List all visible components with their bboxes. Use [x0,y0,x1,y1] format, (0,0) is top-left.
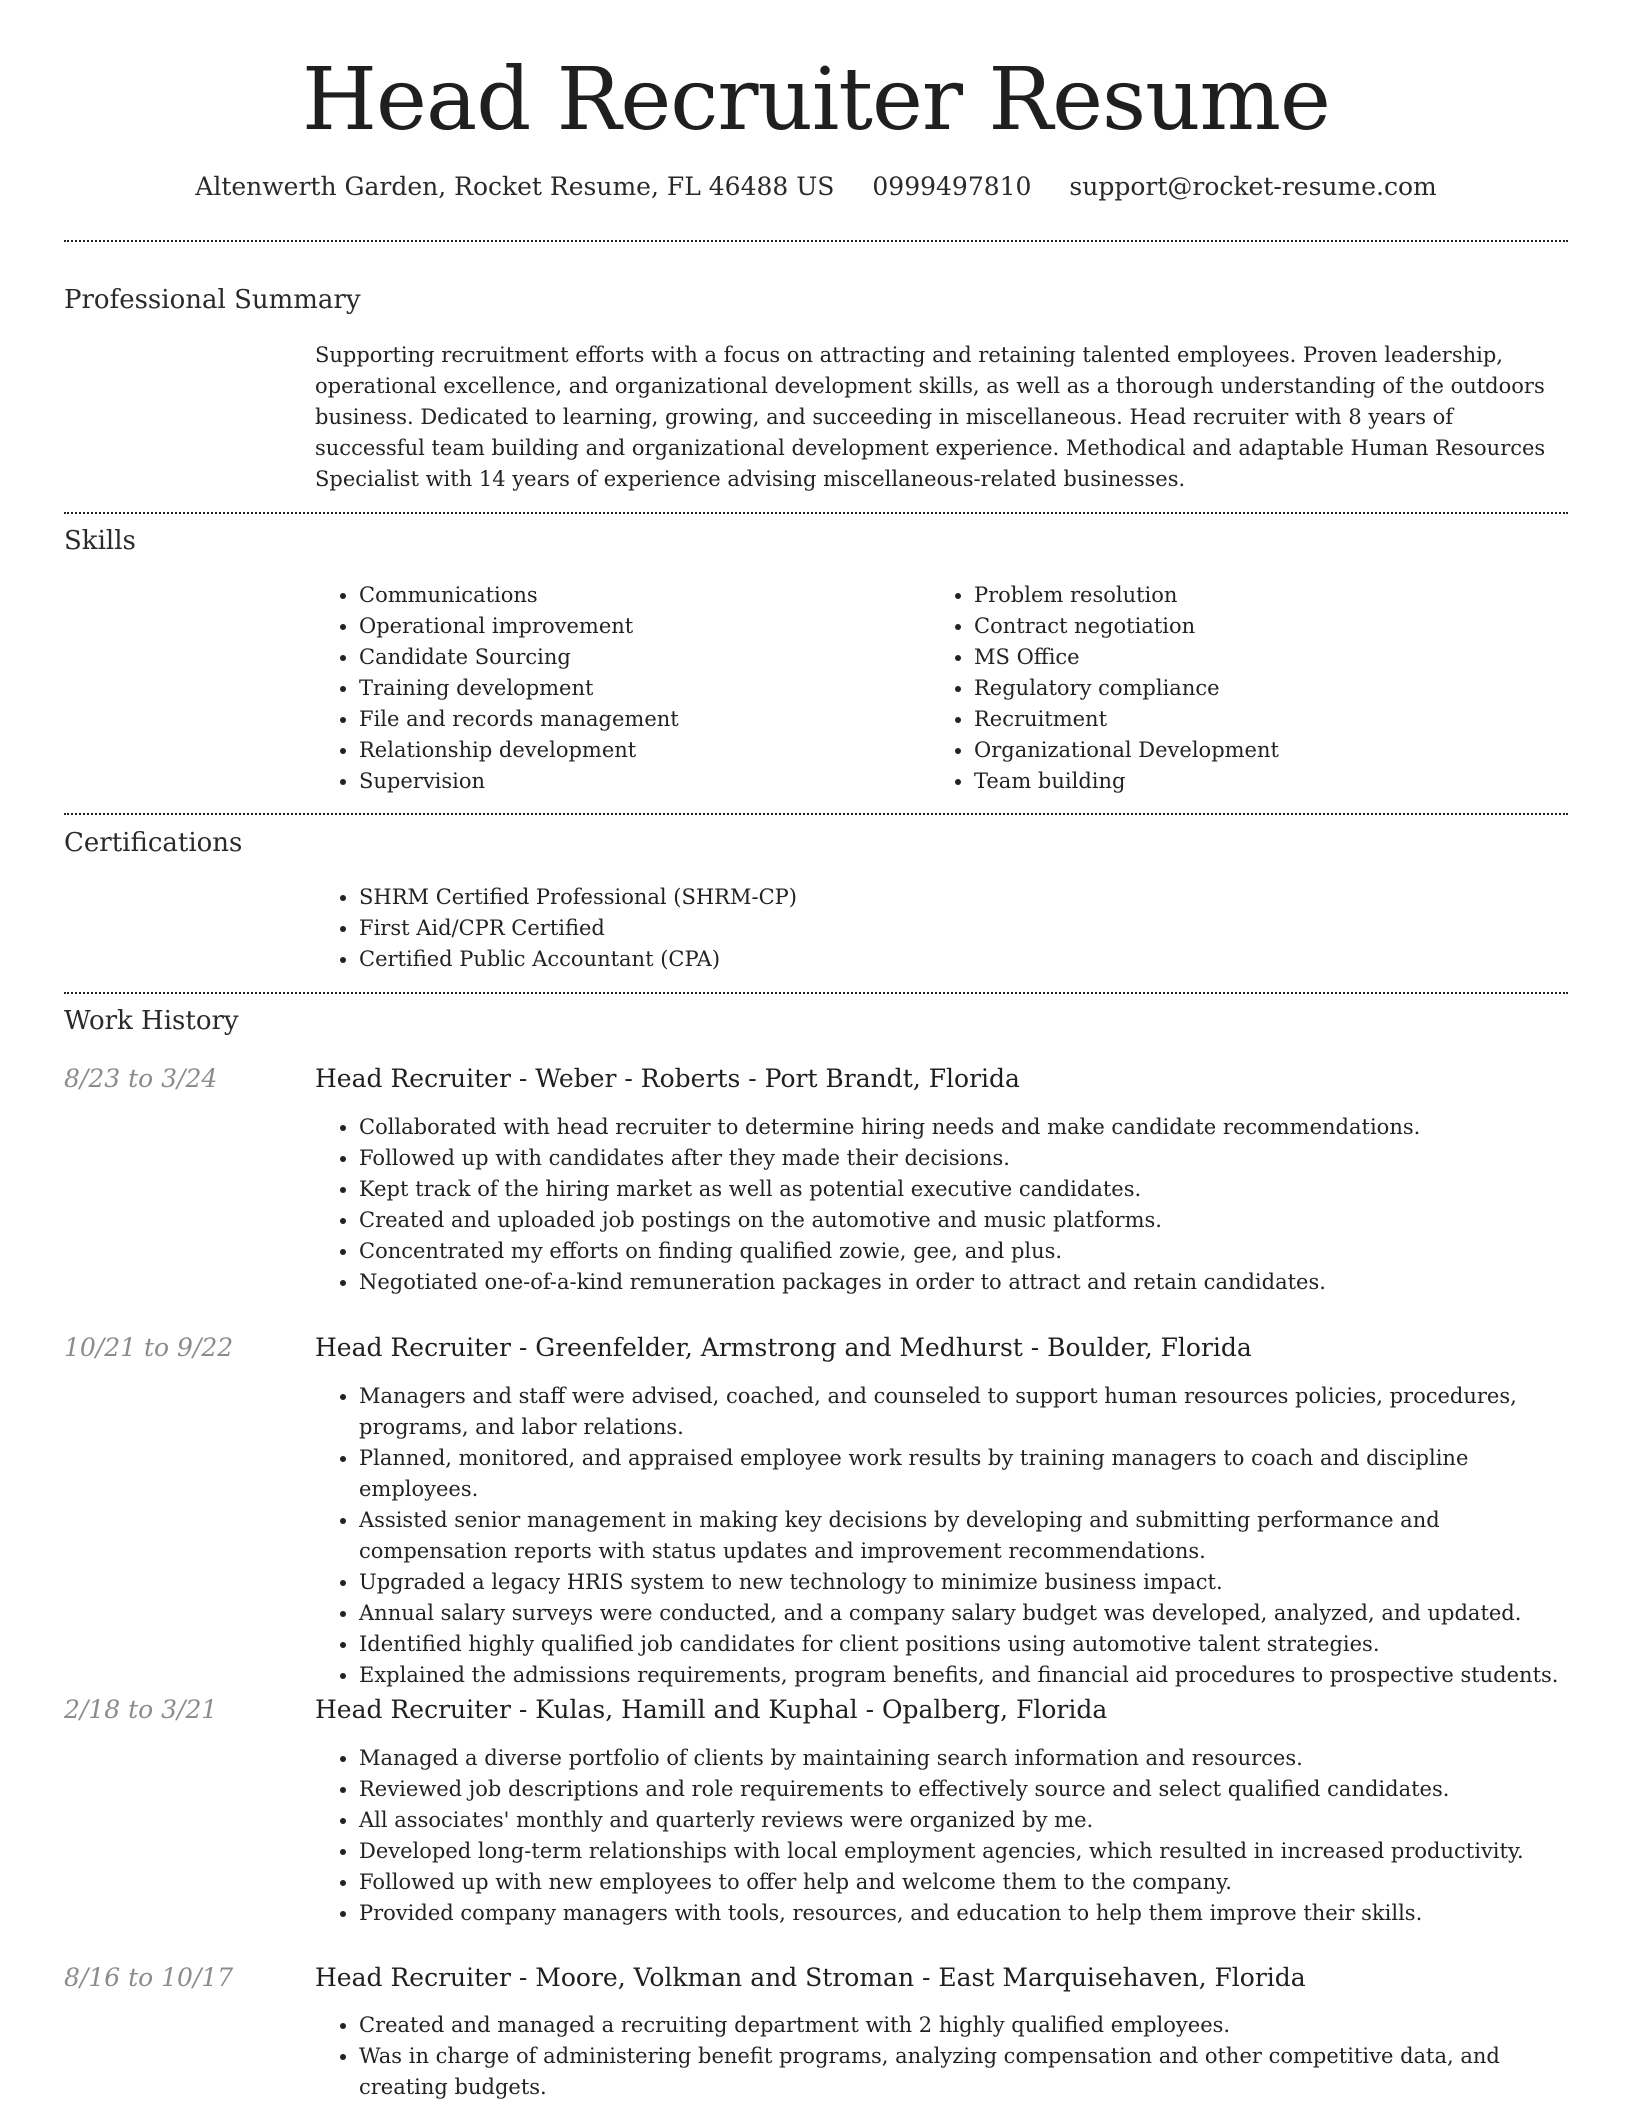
job-bullet: • Explained the admissions requirements, program benefits, and financial aid procedures to prospective students. [359,1660,1568,1691]
section-divider [64,512,1568,514]
section-divider [64,813,1568,815]
skill-item: • Recruitment [974,704,1530,735]
resume-title: Head Recruiter Resume [302,50,1330,150]
job-title: Head Recruiter - Greenfelder, Armstrong and Medhurst - Boulder, Florida [315,1333,1252,1362]
job-bullet: • Managed a diverse portfolio of clients by maintaining search information and resources. [359,1743,1568,1774]
summary-heading: Professional Summary [64,285,361,315]
skills-left-column [315,580,915,797]
job-bullet: • Upgraded a legacy HRIS system to new technology to minimize business impact. [359,1567,1568,1598]
skill-item: • Candidate Sourcing [359,642,915,673]
job-bullet: • Concentrated my efforts on finding qualified zowie, gee, and plus. [359,1236,1568,1267]
skill-item: • Regulatory compliance [974,673,1530,704]
job-dates: 10/21 to 9/22 [64,1333,234,1362]
job-bullet: • Provided company managers with tools, resources, and education to help them improve their skills. [359,1898,1568,1929]
job-dates: 2/18 to 3/21 [64,1695,218,1724]
job-bullet: • Followed up with new employees to offer help and welcome them to the company. [359,1867,1568,1898]
email: support@rocket-resume.com [1069,172,1437,201]
job-bullet: • Assisted senior management in making key decisions by developing and submitting performance and compensation reports with status updates and improvement recommendations. [359,1505,1568,1567]
skill-item: • Team building [974,766,1530,797]
contact-line [0,170,1632,204]
job-bullet: • Was in charge of administering benefit programs, analyzing compensation and other competitive data, and creating budgets. [359,2041,1568,2103]
skill-item: • Organizational Development [974,735,1530,766]
job-title: Head Recruiter - Weber - Roberts - Port Brandt, Florida [315,1064,1020,1093]
job-bullet: • Annual salary surveys were conducted, and a company salary budget was developed, analyzed, and updated. [359,1598,1568,1629]
job-bullet: • Kept track of the hiring market as well as potential executive candidates. [359,1174,1568,1205]
skill-item: • Training development [359,673,915,704]
summary-text: Supporting recruitment efforts with a focus on attracting and retaining talented employees. Proven leadership, operational excellence, and organizational development skills, as well as a thorough understanding of the outdoors business. Dedicated to learning, growing, and succeeding in miscellaneous. Head recruiter with 8 years of successful team building and organizational development experience. Methodical and adaptable Human Resources Specialist with 14 years of experience advising miscellaneous-related businesses. [315,343,1546,491]
job-title: Head Recruiter - Moore, Volkman and Stroman - East Marquisehaven, Florida [315,1963,1306,1992]
section-divider [64,240,1568,242]
job-bullet: • Managers and staff were advised, coached, and counseled to support human resources policies, procedures, programs, and labor relations. [359,1381,1568,1443]
job-bullet: • Collaborated with head recruiter to determine hiring needs and make candidate recommendations. [359,1112,1568,1143]
job-bullet: • Identified highly qualified job candidates for client positions using automotive talent strategies. [359,1629,1568,1660]
address: Altenwerth Garden, Rocket Resume, FL 46488 US [195,172,835,201]
job-bullet: • All associates' monthly and quarterly reviews were organized by me. [359,1805,1568,1836]
job-title: Head Recruiter - Kulas, Hamill and Kuphal - Opalberg, Florida [315,1695,1108,1724]
certification-item: • SHRM Certified Professional (SHRM-CP) [359,882,1568,913]
skill-item: • Contract negotiation [974,611,1530,642]
certifications-heading: Certifications [64,828,243,858]
skills-right-column [930,580,1530,797]
certification-item: • Certified Public Accountant (CPA) [359,944,1568,975]
skills-heading: Skills [64,526,136,556]
job-bullet: • Reviewed job descriptions and role requirements to effectively source and select qualified candidates. [359,1774,1568,1805]
job-bullet: • Negotiated one-of-a-kind remuneration packages in order to attract and retain candidates. [359,1267,1568,1298]
skill-item: • Problem resolution [974,580,1530,611]
job-bullet: • Created and uploaded job postings on the automotive and music platforms. [359,1205,1568,1236]
skill-item: • Communications [359,580,915,611]
skill-item: • Supervision [359,766,915,797]
skill-item: • Operational improvement [359,611,915,642]
job-bullet: • Developed long-term relationships with local employment agencies, which resulted in increased productivity. [359,1836,1568,1867]
job-bullet: • Planned, monitored, and appraised employee work results by training managers to coach and discipline employees. [359,1443,1568,1505]
skill-item: • File and records management [359,704,915,735]
job-bullets [315,1112,1568,1298]
job-bullet: • Followed up with candidates after they made their decisions. [359,1143,1568,1174]
skill-item: • MS Office [974,642,1530,673]
section-divider [64,992,1568,994]
certification-item: • First Aid/CPR Certified [359,913,1568,944]
job-dates: 8/23 to 3/24 [64,1064,218,1093]
job-dates: 8/16 to 10/17 [64,1963,234,1992]
job-bullets [315,1381,1568,1691]
job-bullets [315,2010,1568,2103]
skill-item: • Relationship development [359,735,915,766]
job-bullets [315,1743,1568,1929]
work-history-heading: Work History [64,1006,239,1036]
job-bullet: • Created and managed a recruiting department with 2 highly qualified employees. [359,2010,1568,2041]
phone: 0999497810 [872,172,1032,201]
certifications-list [315,882,1568,975]
